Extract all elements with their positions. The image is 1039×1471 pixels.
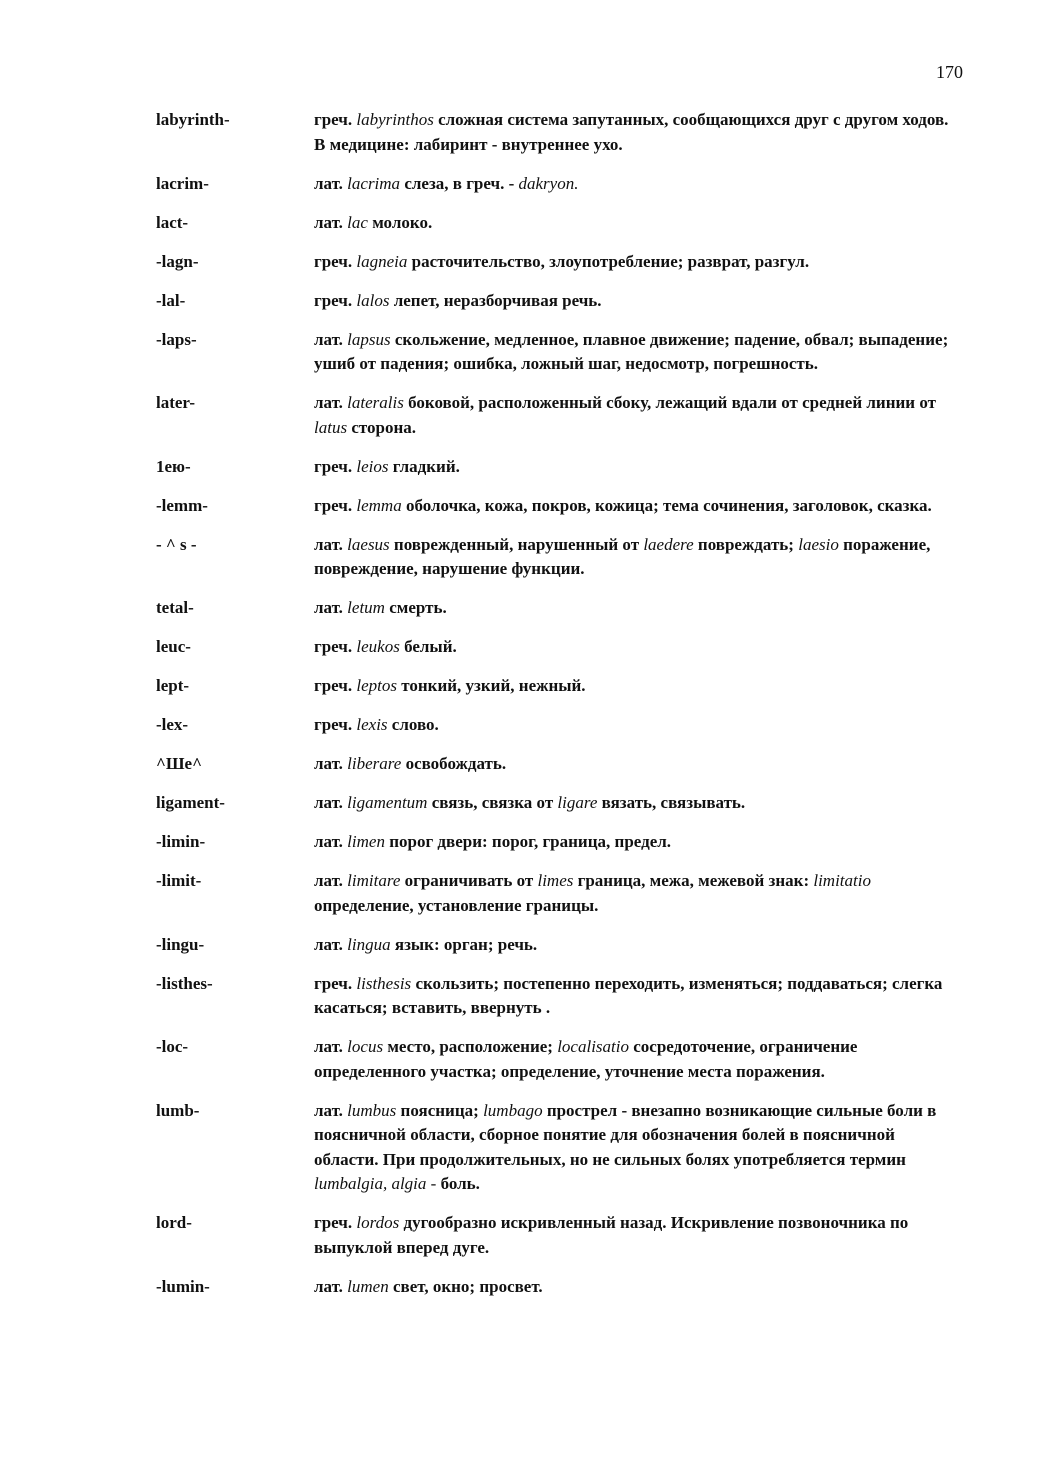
entry-definition — [314, 674, 956, 699]
entry-term: ^Ше^ — [156, 754, 202, 773]
definition-text: греч. — [314, 973, 357, 993]
definition-latin-term: lexis — [356, 715, 388, 734]
definition-text: боль. — [436, 1174, 480, 1193]
definition-latin-term: listhesis — [356, 973, 412, 993]
definition-text: определение, установление границы. — [314, 895, 599, 915]
entry-definition — [314, 328, 956, 377]
definition-text: лат. — [314, 329, 348, 349]
dictionary-entry — [156, 211, 956, 236]
dictionary-entry — [156, 1275, 956, 1300]
definition-text: греч. — [314, 110, 357, 129]
definition-text: лат. — [314, 754, 348, 773]
definition-latin-term: latus — [314, 417, 348, 437]
definition-latin-term: labyrinthos — [356, 110, 434, 129]
dictionary-entry — [156, 713, 956, 738]
definition-latin-term: lumbus — [347, 1100, 397, 1120]
definition-text: ограничивать от — [400, 871, 538, 890]
dictionary-entry — [156, 869, 956, 918]
definition-text: поясница; — [396, 1100, 484, 1120]
definition-text: дугообразно искривленный назад. Искривление позвоночника по выпуклой вперед дуге. — [314, 1213, 909, 1257]
dictionary-entry — [156, 972, 956, 1021]
page-number: 170 — [936, 62, 963, 82]
dictionary-entry — [156, 328, 956, 377]
entry-term: leuc- — [156, 637, 191, 656]
entry-definition — [314, 172, 956, 197]
definition-latin-term: lumbalgia, algia - — [314, 1174, 437, 1193]
entry-definition — [314, 869, 956, 918]
definition-text: белый. — [399, 637, 457, 656]
dictionary-entry — [156, 1099, 956, 1197]
definition-text: лат. — [314, 1100, 348, 1120]
definition-latin-term: lalos — [356, 290, 390, 310]
definition-text: место, расположение; — [383, 1037, 558, 1056]
entry-term: tetal- — [156, 598, 194, 617]
definition-latin-term: laedere — [643, 534, 694, 554]
entry-term: ligament- — [156, 793, 225, 812]
definition-text: гладкий. — [388, 456, 460, 476]
definition-latin-term: limen — [347, 832, 385, 851]
definition-text: смерть. — [384, 598, 447, 617]
definition-latin-term: ligamentum — [347, 793, 428, 812]
entry-term: - ^ s - — [156, 534, 197, 554]
definition-text: лат. — [314, 793, 348, 812]
definition-latin-term: dakryon. — [518, 173, 579, 193]
dictionary-entry — [156, 533, 956, 582]
definition-text: молоко. — [367, 212, 433, 232]
definition-text: порог двери: порог, граница, предел. — [384, 832, 672, 851]
entry-term: -lex- — [156, 715, 189, 734]
definition-text: тонкий, узкий, нежный. — [397, 676, 586, 695]
definition-latin-term: lumen — [347, 1276, 389, 1296]
dictionary-entry — [156, 250, 956, 275]
entry-definition — [314, 108, 956, 157]
definition-text: греч. — [314, 456, 357, 476]
definition-latin-term: locus — [347, 1037, 384, 1056]
entry-term: -lingu- — [156, 934, 205, 954]
definition-text: лат. — [314, 1037, 348, 1056]
dictionary-entry — [156, 1035, 956, 1084]
dictionary-entry — [156, 933, 956, 958]
definition-latin-term: lacrima — [347, 173, 401, 193]
definition-text: прострел - внезапно возникающие сильные боли в поясничной области, сборное понятие для обозначения болей в поясничной области. При продолжительных, но не сильных болях употребляется термин — [314, 1100, 937, 1169]
entry-term: -lumin- — [156, 1276, 210, 1296]
definition-text: сторона. — [347, 417, 416, 437]
entry-term: later- — [156, 393, 196, 412]
definition-text: освобождать. — [401, 754, 507, 773]
dictionary-entry — [156, 1211, 956, 1260]
entry-term: lept- — [156, 676, 190, 695]
entry-definition — [314, 830, 956, 855]
entry-definition — [314, 1211, 956, 1260]
definition-text: греч. — [314, 251, 357, 271]
definition-latin-term: limitare — [347, 871, 401, 890]
definition-latin-term: liberare — [347, 754, 402, 773]
definition-text: лат. — [314, 173, 348, 193]
definition-latin-term: ligare — [557, 793, 598, 812]
definition-text: лат. — [314, 212, 348, 232]
entry-term: lord- — [156, 1213, 192, 1232]
definition-text: греч. — [314, 637, 357, 656]
entry-definition — [314, 533, 956, 582]
definition-text: греч. — [314, 290, 357, 310]
entry-definition — [314, 1099, 956, 1197]
entry-term: lacrim- — [156, 173, 209, 193]
definition-text: греч. — [314, 1213, 357, 1232]
definition-text: лат. — [314, 393, 348, 412]
definition-text: лат. — [314, 534, 348, 554]
entry-term: -laps- — [156, 329, 197, 349]
entry-term: labyrinth- — [156, 110, 230, 129]
definition-latin-term: leukos — [356, 637, 400, 656]
entry-term: -lal- — [156, 290, 186, 310]
definition-latin-term: lac — [347, 212, 368, 232]
entry-term: lact- — [156, 212, 189, 232]
definition-text: свет, окно; просвет. — [388, 1276, 543, 1296]
definition-text: лепет, неразборчивая речь. — [389, 290, 602, 310]
dictionary-entry — [156, 791, 956, 816]
definition-text: лат. — [314, 832, 348, 851]
definition-text: вязать, связывать. — [597, 793, 746, 812]
definition-latin-term: lingua — [347, 934, 391, 954]
definition-text: греч. — [314, 715, 357, 734]
definition-latin-term: lordos — [356, 1213, 400, 1232]
entry-definition — [314, 250, 956, 275]
definition-latin-term: lapsus — [347, 329, 391, 349]
entry-term: lumb- — [156, 1100, 200, 1120]
entry-term: -lagn- — [156, 251, 199, 271]
definition-text: сложная система запутанных, сообщающихся друг с другом ходов. В медицине: лабиринт - внутреннее ухо. — [314, 110, 949, 154]
dictionary-entry — [156, 455, 956, 480]
dictionary-entry — [156, 108, 956, 157]
entry-term: 1ею- — [156, 456, 191, 476]
definition-latin-term: leios — [356, 456, 389, 476]
definition-latin-term: limes — [537, 871, 574, 890]
dictionary-entry — [156, 830, 956, 855]
definition-text: сосредоточение, ограничение определенного участка; определение, уточнение места поражения. — [314, 1037, 858, 1081]
dictionary-entry — [156, 494, 956, 519]
dictionary-entry — [156, 635, 956, 660]
dictionary-entry — [156, 674, 956, 699]
definition-latin-term: lagneia — [356, 251, 408, 271]
definition-text: повреждать; — [693, 534, 799, 554]
entry-definition — [314, 455, 956, 480]
entry-term: -listhes- — [156, 973, 213, 993]
entry-definition — [314, 933, 956, 958]
entry-definition — [314, 391, 956, 440]
definition-text: лат. — [314, 598, 348, 617]
entry-definition — [314, 1035, 956, 1084]
definition-text: слово. — [387, 715, 439, 734]
dictionary-entry — [156, 752, 956, 777]
definition-latin-term: laesus — [347, 534, 390, 554]
definition-text: скользить; постепенно переходить, изменяться; поддаваться; слегка касаться; вставить, ввернуть . — [314, 973, 943, 1017]
entry-definition — [314, 211, 956, 236]
definition-text: скольжение, медленное, плавное движение; падение, обвал; выпадение; ушиб от падения; ошибка, ложный шаг, недосмотр, погрешность. — [314, 329, 949, 373]
entry-definition — [314, 752, 956, 777]
definition-text: язык: орган; речь. — [390, 934, 538, 954]
entry-definition — [314, 1275, 956, 1300]
definition-latin-term: laesio — [798, 534, 839, 554]
entry-term: -limit- — [156, 871, 202, 890]
definition-latin-term: localisatio — [557, 1037, 629, 1056]
definition-latin-term: limitatio — [813, 871, 871, 890]
entry-definition — [314, 289, 956, 314]
definition-latin-term: letum — [347, 598, 385, 617]
definition-latin-term: lumbago — [483, 1100, 543, 1120]
definition-text: боковой, расположенный сбоку, лежащий вдали от средней линии от — [403, 393, 936, 412]
definition-text: лат. — [314, 1276, 348, 1296]
definition-text: поражение, повреждение, нарушение функции. — [314, 534, 931, 578]
dictionary-entry — [156, 391, 956, 440]
entry-term: -loc- — [156, 1037, 189, 1056]
entry-definition — [314, 635, 956, 660]
definition-text: граница, межа, межевой знак: — [573, 871, 814, 890]
entry-definition — [314, 791, 956, 816]
definition-text: слеза, в греч. - — [400, 173, 519, 193]
entry-term: -limin- — [156, 832, 206, 851]
definition-latin-term: lateralis — [347, 393, 404, 412]
entry-definition — [314, 713, 956, 738]
entry-definition — [314, 972, 956, 1021]
definition-text: лат. — [314, 871, 348, 890]
entry-definition — [314, 596, 956, 621]
dictionary-entry — [156, 596, 956, 621]
definition-latin-term: leptos — [356, 676, 397, 695]
definition-latin-term: lemma — [356, 495, 402, 515]
definition-text: расточительство, злоупотребление; разврат, разгул. — [407, 251, 810, 271]
definition-text: лат. — [314, 934, 348, 954]
dictionary-entry — [156, 289, 956, 314]
dictionary-entry — [156, 172, 956, 197]
definition-text: связь, связка от — [427, 793, 558, 812]
entry-term: -lemm- — [156, 495, 208, 515]
definition-text: греч. — [314, 495, 357, 515]
entry-definition — [314, 494, 956, 519]
definition-text: греч. — [314, 676, 357, 695]
definition-text: оболочка, кожа, покров, кожица; тема сочинения, заголовок, сказка. — [401, 495, 932, 515]
definition-text: поврежденный, нарушенный от — [389, 534, 644, 554]
dictionary-entry-list — [156, 108, 956, 1314]
